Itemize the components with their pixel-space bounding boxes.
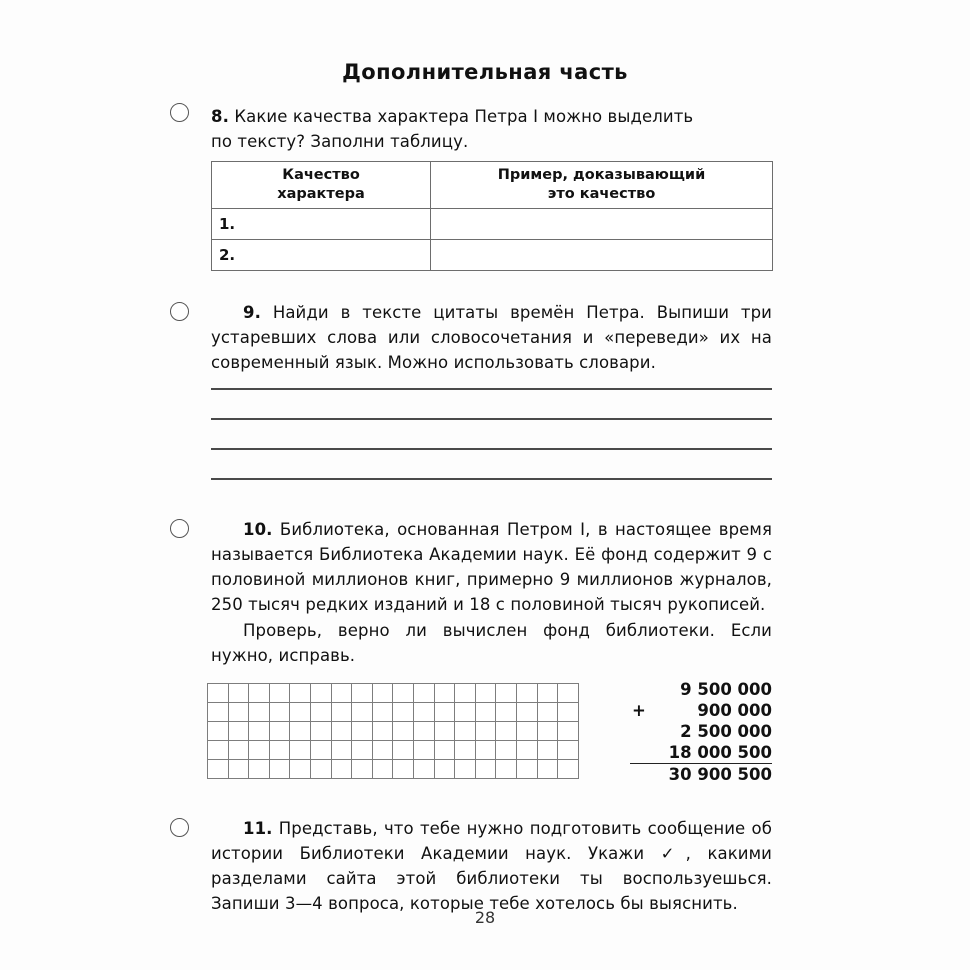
calculation-grid-cell[interactable] [228, 703, 249, 722]
addend-2: 900 000 [697, 701, 772, 720]
question-8-line1: Какие качества характера Петра I можно выделить [234, 107, 694, 126]
question-11-number: 11. [243, 819, 273, 838]
addend-row-3 [630, 721, 772, 742]
calculation-grid-cell[interactable] [475, 684, 496, 703]
calculation-grid-cell[interactable] [310, 722, 331, 741]
calculation-grid-cell[interactable] [537, 760, 558, 779]
character-quality-table [211, 161, 773, 271]
page-title [0, 60, 970, 84]
calculation-grid-cell[interactable] [352, 703, 373, 722]
calculation-grid-cell[interactable] [310, 703, 331, 722]
calculation-grid-cell[interactable] [208, 703, 229, 722]
calculation-grid-cell[interactable] [475, 703, 496, 722]
calculation-grid-cell[interactable] [331, 760, 352, 779]
question-marker-8[interactable] [170, 103, 189, 122]
calculation-grid-cell[interactable] [558, 703, 579, 722]
table-cell-example-1[interactable] [431, 209, 773, 240]
addend-3: 2 500 000 [680, 722, 772, 741]
calculation-grid-cell[interactable] [413, 760, 434, 779]
page-number [0, 908, 970, 927]
table-header-example [431, 162, 773, 209]
table-row [212, 209, 773, 240]
calculation-grid-cell[interactable] [372, 722, 393, 741]
answer-line-1[interactable] [211, 388, 772, 390]
calculation-grid-cell[interactable] [516, 703, 537, 722]
calculation-grid-cell[interactable] [372, 684, 393, 703]
calculation-grid-cell[interactable] [558, 760, 579, 779]
calculation-grid-cell[interactable] [496, 722, 517, 741]
calculation-grid-cell[interactable] [331, 703, 352, 722]
calculation-grid-cell[interactable] [352, 760, 373, 779]
calculation-grid-cell[interactable] [228, 741, 249, 760]
question-8-line2: по тексту? Заполни таблицу. [211, 132, 469, 151]
question-8-text [211, 104, 772, 154]
addend-row-2 [630, 700, 772, 721]
calculation-grid-cell[interactable] [290, 722, 311, 741]
calculation-grid-cell[interactable] [290, 703, 311, 722]
calculation-grid-cell[interactable] [434, 684, 455, 703]
calculation-grid-cell[interactable] [496, 703, 517, 722]
question-9-body: Найди в тексте цитаты времён Петра. Выпиши три устаревших слова или словосочетания и «переведи» их на современный язык. Можно использовать словари. [211, 303, 772, 372]
calculation-grid-cell[interactable] [372, 703, 393, 722]
calculation-grid-cell[interactable] [331, 722, 352, 741]
calculation-grid-cell[interactable] [558, 741, 579, 760]
question-10-paragraph-2: Проверь, верно ли вычислен фонд библиотеки. Если нужно, исправь. [211, 621, 772, 665]
calculation-grid-cell[interactable] [249, 722, 270, 741]
calculation-grid-cell[interactable] [393, 722, 414, 741]
table-row-index-2[interactable]: 2. [212, 240, 431, 271]
calculation-grid-cell[interactable] [455, 684, 476, 703]
question-11-text [211, 816, 772, 916]
calculation-grid-cell[interactable] [413, 703, 434, 722]
calculation-grid-cell[interactable] [310, 760, 331, 779]
addition-column [630, 679, 772, 785]
calculation-grid-cell[interactable] [228, 684, 249, 703]
calculation-grid-cell[interactable] [290, 760, 311, 779]
question-9-text [211, 300, 772, 375]
calculation-grid-cell[interactable] [269, 684, 290, 703]
calculation-grid-cell[interactable] [475, 722, 496, 741]
calculation-grid-cell[interactable] [269, 703, 290, 722]
calculation-grid-cell[interactable] [516, 760, 537, 779]
page-number-value: 28 [474, 908, 496, 927]
calculation-grid-cell[interactable] [496, 760, 517, 779]
question-10-text [211, 517, 772, 617]
calculation-grid-cell[interactable] [352, 684, 373, 703]
page-title-text: Дополнительная часть [342, 60, 628, 84]
addend-row-4 [630, 742, 772, 764]
table-header-example-line1: Пример, доказывающий [497, 167, 706, 183]
addend-row-1 [630, 679, 772, 700]
calculation-grid-cell[interactable] [269, 722, 290, 741]
calculation-grid-cell[interactable] [249, 741, 270, 760]
table-header-quality-line2: характера [277, 186, 365, 202]
calculation-grid-cell[interactable] [331, 684, 352, 703]
calculation-grid-cell[interactable] [434, 741, 455, 760]
calculation-grid-cell[interactable] [434, 722, 455, 741]
calculation-grid-cell[interactable] [558, 722, 579, 741]
calculation-grid-cell[interactable] [496, 684, 517, 703]
calculation-grid-cell[interactable] [455, 722, 476, 741]
calculation-grid-row [208, 741, 579, 760]
calculation-grid-cell[interactable] [475, 741, 496, 760]
calculation-grid-cell[interactable] [352, 722, 373, 741]
calculation-grid-row [208, 760, 579, 779]
calculation-grid-cell[interactable] [372, 760, 393, 779]
calculation-grid-cell[interactable] [249, 684, 270, 703]
calculation-grid-cell[interactable] [537, 741, 558, 760]
calculation-grid-cell[interactable] [331, 741, 352, 760]
question-marker-10[interactable] [170, 519, 189, 538]
plus-operator-icon: + [632, 701, 646, 720]
table-cell-example-2[interactable] [431, 240, 773, 271]
addend-1: 9 500 000 [680, 680, 772, 699]
question-marker-9[interactable] [170, 302, 189, 321]
calculation-grid-cell[interactable] [208, 741, 229, 760]
calculation-grid-cell[interactable] [516, 741, 537, 760]
calculation-grid-cell[interactable] [455, 760, 476, 779]
sum-total-row [630, 764, 772, 785]
calculation-grid-cell[interactable] [352, 741, 373, 760]
calculation-grid-row [208, 703, 579, 722]
calculation-grid-cell[interactable] [434, 760, 455, 779]
calculation-grid-row [208, 684, 579, 703]
calculation-grid[interactable] [207, 683, 579, 779]
calculation-grid-cell[interactable] [208, 684, 229, 703]
question-9-number: 9. [243, 303, 261, 322]
calculation-grid-cell[interactable] [290, 741, 311, 760]
calculation-grid-cell[interactable] [413, 684, 434, 703]
calculation-grid-cell[interactable] [208, 760, 229, 779]
question-marker-11[interactable] [170, 818, 189, 837]
calculation-grid-cell[interactable] [310, 684, 331, 703]
calculation-grid-cell[interactable] [228, 760, 249, 779]
table-header-example-line2: это качество [547, 186, 656, 202]
question-11-body: Представь, что тебе нужно подготовить сообщение об истории Библиотеки Академии наук. Укажи ✓, какими разделами сайта этой библиотеки ты воспользуешься. Запиши 3—4 вопроса, которые тебе хотелось бы выяснить. [211, 819, 772, 913]
calculation-grid-cell[interactable] [393, 760, 414, 779]
table-header-quality [212, 162, 431, 209]
calculation-grid-cell[interactable] [496, 741, 517, 760]
calculation-grid-cell[interactable] [310, 741, 331, 760]
calculation-grid-cell[interactable] [269, 760, 290, 779]
calculation-grid-cell[interactable] [249, 703, 270, 722]
calculation-grid-cell[interactable] [537, 722, 558, 741]
sum-total: 30 900 500 [668, 765, 772, 784]
calculation-grid-cell[interactable] [434, 703, 455, 722]
table-row-index-1[interactable]: 1. [212, 209, 431, 240]
calculation-grid-cell[interactable] [228, 722, 249, 741]
calculation-grid-cell[interactable] [455, 703, 476, 722]
calculation-grid-cell[interactable] [516, 684, 537, 703]
calculation-grid-cell[interactable] [475, 760, 496, 779]
question-8-number: 8. [211, 107, 229, 126]
question-10-number: 10. [243, 520, 273, 539]
question-10-instruction [211, 618, 772, 668]
calculation-grid-cell[interactable] [372, 741, 393, 760]
calculation-grid-cell[interactable] [558, 684, 579, 703]
answer-line-3[interactable] [211, 448, 772, 450]
question-10-paragraph-1: Библиотека, основанная Петром I, в настоящее время называется Библиотека Академии наук. Её фонд содержит 9 с половиной миллионов книг, примерно 9 миллионов журналов, 250 тысяч редких изданий и 18 с половиной тысяч рукописей. [211, 520, 772, 614]
calculation-grid-cell[interactable] [516, 722, 537, 741]
calculation-grid-cell[interactable] [393, 703, 414, 722]
calculation-grid-cell[interactable] [455, 741, 476, 760]
table-header-quality-line1: Качество [282, 167, 360, 183]
calculation-grid-cell[interactable] [208, 722, 229, 741]
calculation-grid-cell[interactable] [393, 684, 414, 703]
table-row [212, 240, 773, 271]
calculation-grid-cell[interactable] [413, 722, 434, 741]
calculation-grid-cell[interactable] [413, 741, 434, 760]
calculation-grid-cell[interactable] [537, 703, 558, 722]
calculation-grid-cell[interactable] [249, 760, 270, 779]
addend-4: 18 000 500 [668, 743, 772, 762]
calculation-grid-cell[interactable] [269, 741, 290, 760]
answer-line-4[interactable] [211, 478, 772, 480]
calculation-grid-cell[interactable] [393, 741, 414, 760]
table-header-row [212, 162, 773, 209]
answer-line-2[interactable] [211, 418, 772, 420]
calculation-grid-cell[interactable] [290, 684, 311, 703]
calculation-grid-row [208, 722, 579, 741]
calculation-grid-cell[interactable] [537, 684, 558, 703]
